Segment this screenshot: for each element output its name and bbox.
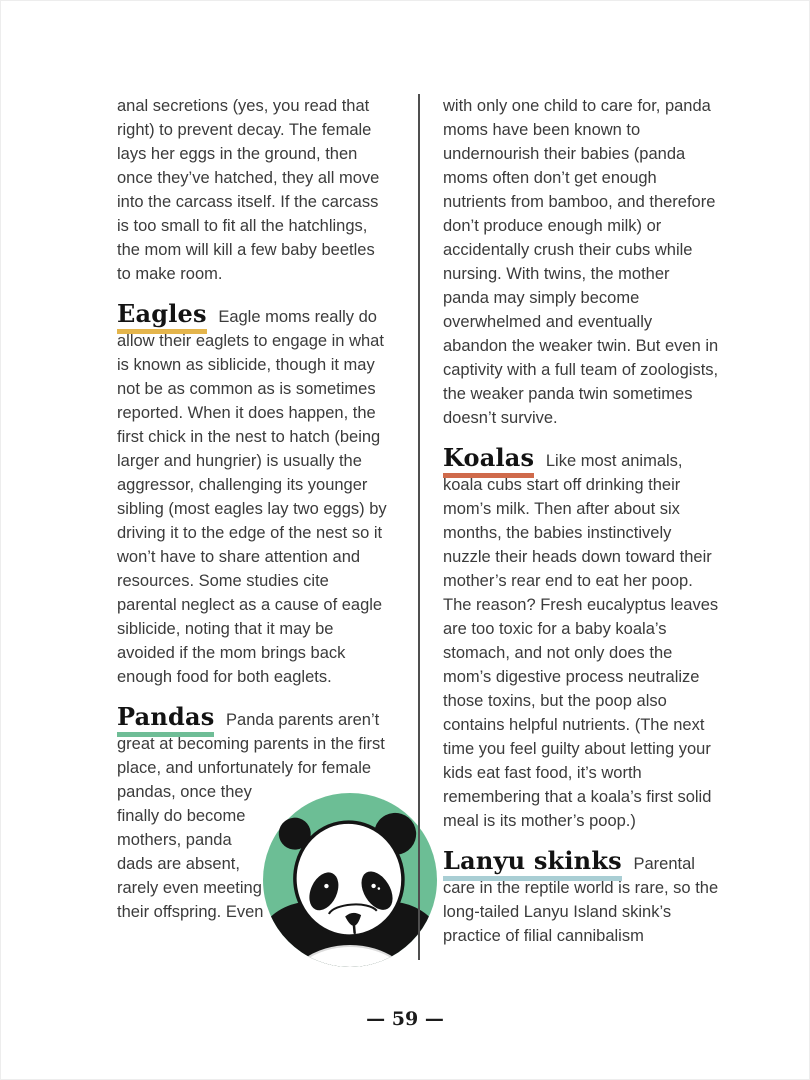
paragraph-koalas <box>443 445 719 833</box>
panda-illustration <box>262 792 439 969</box>
eagles-heading: Eagles <box>117 299 207 334</box>
lanyu-skinks-body-text: Parental care in the reptile world is rare, so the long-tailed Lanyu Island skink’s practice of filial cannibalism <box>443 855 719 945</box>
paragraph-eagles <box>117 301 393 689</box>
koalas-heading: Koalas <box>443 443 534 478</box>
eagles-body-text: Eagle moms really do allow their eaglets to engage in what is known as siblicide, though it may not be as common as is sometimes reported. When it does happen, the first chick in the nest to hatch (being larger and hungrier) is usually the aggressor, challenging its younger sibling (most eagles lay two eggs) by driving it to the edge of the nest so it won’t have to share attention and resources. Some studies cite parental neglect as a cause of eagle siblicide, noting that it may be avoided if the mom brings back enough food for both eaglets. <box>117 308 387 686</box>
page-number: — 59 — <box>366 1008 444 1030</box>
pandas-body-wrapped-text: female pandas, once they finally do become mothers, panda dads are absent, rarely even meeting their offspring. Even <box>117 759 372 921</box>
paragraph-beetles: anal secretions (yes, you read that right) to prevent decay. The female lays her eggs in the ground, then once they’ve hatched, they all move into the carcass itself. If the carcass is too small to fit all the hatchlings, the mom will kill a few baby beetles to make room. <box>117 97 380 283</box>
paragraph-lanyu-skinks <box>443 848 719 948</box>
panda-icon <box>262 792 439 969</box>
pandas-body-lead-text: Panda parents aren’t great at becoming parents in the first place, and unfortunately for <box>117 711 385 777</box>
right-column <box>443 94 719 963</box>
lanyu-skinks-heading: Lanyu skinks <box>443 846 622 881</box>
column-divider-rule <box>418 94 420 960</box>
pandas-heading: Pandas <box>117 702 214 737</box>
paragraph-panda-continued: with only one child to care for, panda moms have been known to undernourish their babies (panda moms often don’t get enough nutrients from bamboo, and therefore don’t produce enough milk) or accidentally crush their cubs while nursing. With twins, the mother panda may simply become overwhelmed and eventually abandon the weaker twin. But even in captivity with a full team of zoologists, the weaker panda twin sometimes doesn’t survive. <box>443 97 719 427</box>
koalas-body-text: Like most animals, koala cubs start off drinking their mom’s milk. Then after about six months, the babies instinctively nuzzle their heads down toward their mother’s rear end to eat her poop. The reason? Fresh eucalyptus leaves are too toxic for a baby koala’s stomach, and not only does the mom’s digestive process neutralize those toxins, but the poop also contains helpful nutrients. (The next time you feel guilty about letting your kids eat fast food, it’s worth remembering that a koala’s first solid meal is its mother’s poop.) <box>443 452 719 830</box>
